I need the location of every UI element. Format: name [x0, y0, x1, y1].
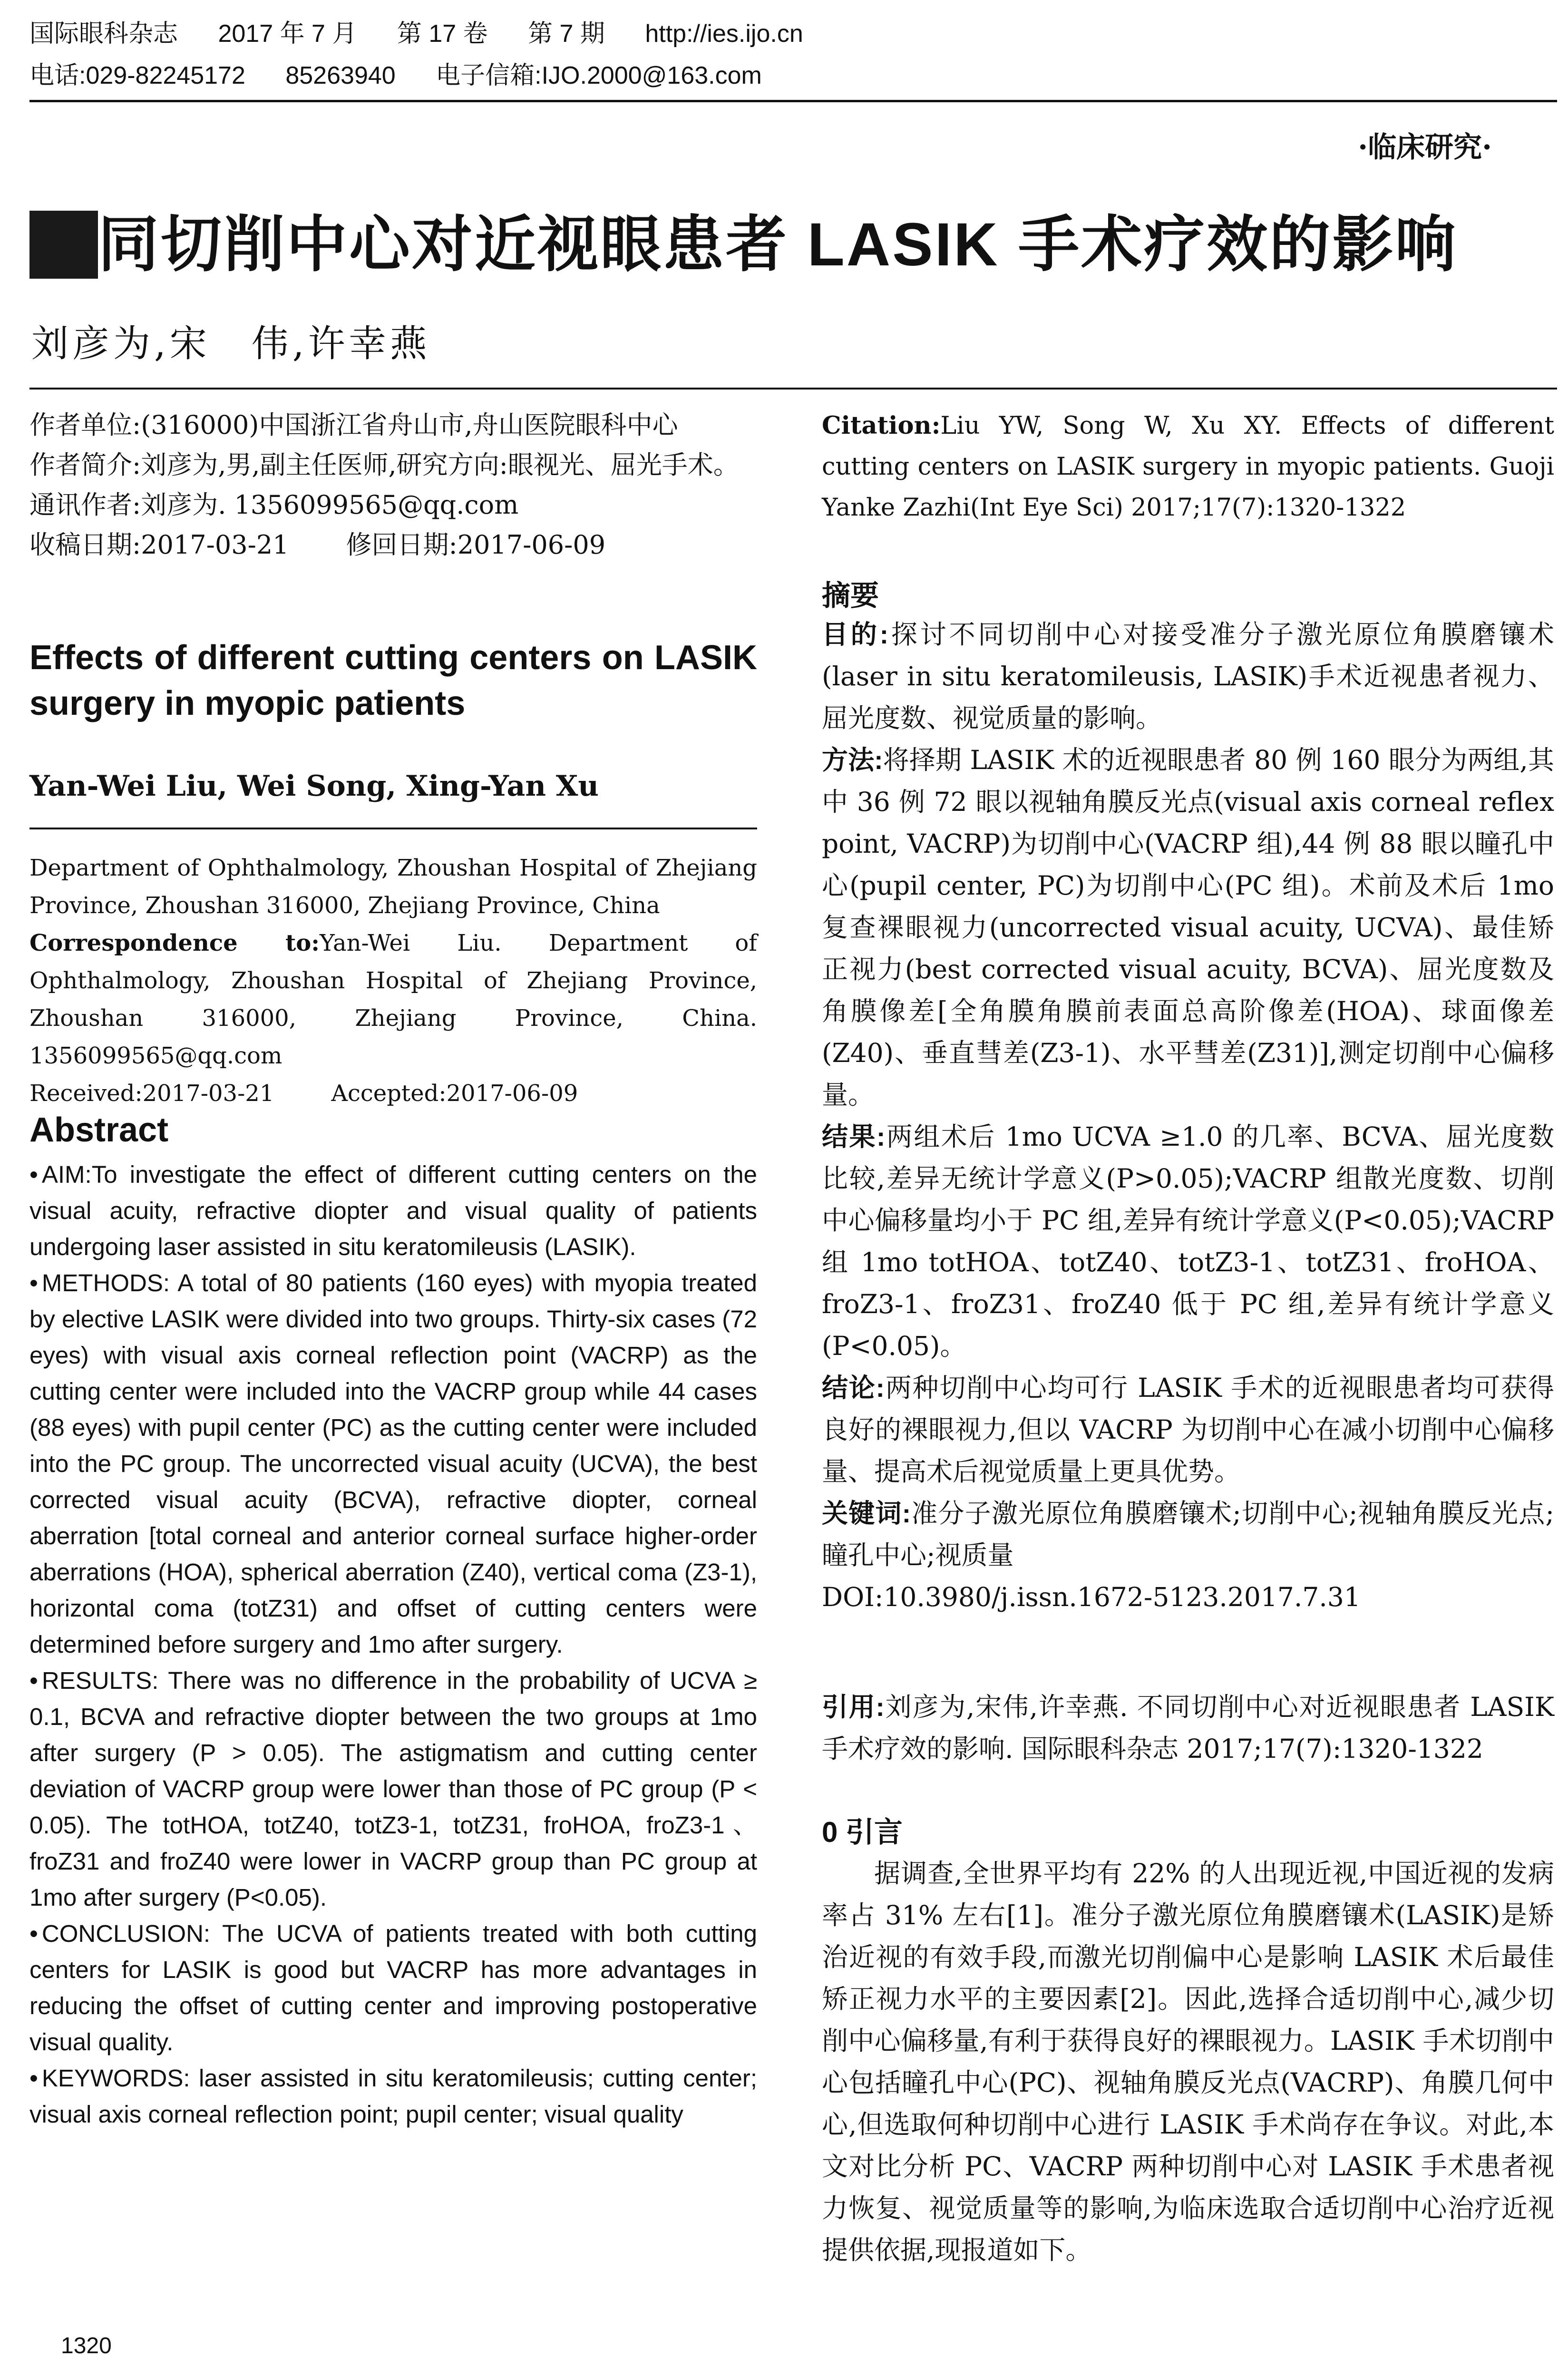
email[interactable]: 电子信箱:IJO.2000@163.com: [436, 62, 762, 89]
cn-methods-text: 将择期 LASIK 术的近视眼患者 80 例 160 眼分为两组,其中 36 例 72 眼以视轴角膜反光点(visual axis corneal reflex point, VACRP)为切削中心(VACRP 组),44 例 88 眼以瞳孔中心(pupil center, PC)为切削中心(PC 组)。术前及术后 1mo 复查裸眼视力(uncorrected visual acuity, UCVA)、最佳矫正视力(best corrected visual acuity, BCVA)、屈光度数及角膜像差[全角膜角膜前表面总高阶像差(HOA)、球面像差(Z40)、垂直彗差(Z3-1)、水平彗差(Z31)],测定切削中心偏移量。: [822, 745, 1554, 1110]
corresponding-author: 通讯作者:刘彦为. 1356099565@qq.com: [29, 490, 519, 520]
journal-url[interactable]: http://ies.ijo.cn: [645, 20, 803, 48]
issue-date: 2017 年 7 月: [218, 20, 357, 48]
title-first-char: 不: [29, 211, 98, 279]
correspondence-label: Correspondence to:: [29, 930, 320, 956]
received-cn: 收稿日期:2017-03-21: [29, 530, 289, 560]
cn-aim-text: 探讨不同切削中心对接受准分子激光原位角膜磨镶术(laser in situ keratomileusis, LASIK)手术近视患者视力、屈光度数、视觉质量的影响。: [822, 619, 1554, 733]
cn-conclusion-text: 两种切削中心均可行 LASIK 手术的近视眼患者均可获得良好的裸眼视力,但以 VACRP 为切削中心在减小切削中心偏移量、提高术后视觉质量上更具优势。: [822, 1373, 1554, 1487]
section-tag: ·临床研究·: [1358, 131, 1492, 164]
department-block: [29, 849, 757, 1112]
volume: 第 17 卷: [397, 20, 488, 48]
english-title: Effects of different cutting centers on LASIK surgery in myopic patients: [29, 639, 757, 722]
abstract-heading: Abstract: [29, 1111, 169, 1149]
cn-keywords-label: 关键词:: [822, 1499, 911, 1528]
citation-cn: [822, 1686, 1554, 1770]
cn-aim: [822, 614, 1554, 739]
dates-cn: [29, 525, 757, 565]
received-en: Received:2017-03-21: [29, 1080, 274, 1107]
cn-citation-label: 引用:: [822, 1692, 885, 1722]
cn-keywords: [822, 1492, 1554, 1576]
cn-keywords-text: 准分子激光原位角膜磨镶术;切削中心;视轴角膜反光点;瞳孔中心;视质量: [822, 1498, 1555, 1570]
abstract-aim: • AIM:To investigate the effect of different cutting centers on the visual acuity, refractive diopter and visual quality of patients undergoing laser assisted in situ keratomileusis (LASIK).: [29, 1157, 757, 1265]
correspondence: [29, 925, 757, 1075]
abstract-results: • RESULTS: There was no difference in the probability of UCVA ≥ 0.1, BCVA and refractive diopter between the two groups at 1mo after surgery (P > 0.05). The astigmatism and cutting center deviation of VACRP group were lower than those of PC group (P < 0.05). The totHOA, totZ40, totZ3-1, totZ31, froHOA, froZ3-1、froZ31 and froZ40 were lower in VACRP group than PC group at 1mo after surgery (P<0.05).: [29, 1663, 757, 1916]
title-rest: 同切削中心对近视眼患者 LASIK 手术疗效的影响: [98, 211, 1458, 279]
title-rule: [29, 388, 1557, 390]
department: Department of Ophthalmology, Zhoushan Hospital of Zhejiang Province, Zhoushan 316000, Zhejiang Province, China: [29, 855, 757, 919]
dates-en: [29, 1075, 757, 1112]
issue-number: 第 7 期: [528, 20, 605, 48]
header-rule: [29, 100, 1557, 102]
affiliation: 作者单位:(316000)中国浙江省舟山市,舟山医院眼科中心: [29, 410, 678, 440]
article-title: [29, 209, 1458, 281]
author-info: [29, 405, 757, 565]
cn-results: [822, 1116, 1554, 1367]
abstract-conclusion: • CONCLUSION: The UCVA of patients treated with both cutting centers for LASIK is good but VACRP has more advantages in reducing the offset of cutting center and improving postoperative visual quality.: [29, 1916, 757, 2060]
citation-en: [822, 405, 1554, 528]
abstract-keywords: • KEYWORDS: laser assisted in situ keratomileusis; cutting center; visual axis corneal reflection point; pupil center; visual quality: [29, 2060, 757, 2133]
introduction: [822, 1852, 1554, 2271]
english-abstract: [29, 1157, 757, 2133]
cn-abstract-heading: 摘要: [822, 580, 879, 612]
cn-results-text: 两组术后 1mo UCVA ≥1.0 的几率、BCVA、屈光度数比较,差异无统计学意义(P>0.05);VACRP 组散光度数、切削中心偏移量均小于 PC 组,差异有统计学意义(P<0.05);VACRP 组 1mo totHOA、totZ40、totZ3-1、totZ31、froHOA、froZ3-1、froZ31、froZ40 低于 PC 组,差异有统计学意义(P<0.05)。: [822, 1121, 1554, 1361]
cn-conclusion-label: 结论:: [822, 1373, 885, 1403]
accepted-en: Accepted:2017-06-09: [331, 1080, 578, 1107]
author-bio: 作者简介:刘彦为,男,副主任医师,研究方向:眼视光、屈光手术。: [29, 450, 739, 480]
cn-methods-label: 方法:: [822, 745, 883, 775]
cn-citation-text: 刘彦为,宋伟,许幸燕. 不同切削中心对近视眼患者 LASIK 手术疗效的影响. 国际眼科杂志 2017;17(7):1320-1322: [822, 1692, 1554, 1764]
intro-paragraph: 据调查,全世界平均有 22% 的人出现近视,中国近视的发病率占 31% 左右[1]。准分子激光原位角膜磨镶术(LASIK)是矫治近视的有效手段,而激光切削偏中心是影响 LASIK 术后最佳矫正视力水平的主要因素[2]。因此,选择合适切削中心,减少切削中心偏移量,有利于获得良好的裸眼视力。LASIK 手术切削中心包括瞳孔中心(PC)、视轴角膜反光点(VACRP)、角膜几何中心,但选取何种切削中心进行 LASIK 手术尚存在争议。对此,本文对比分析 PC、VACRP 两种切削中心对 LASIK 手术患者视力恢复、视觉质量等的影响,为临床选取合适切削中心治疗近视提供依据,现报道如下。: [822, 1858, 1554, 2265]
citation-label: Citation:: [822, 411, 941, 440]
chinese-abstract: [822, 614, 1554, 1618]
authors-cn: 刘彦为,宋 伟,许幸燕: [31, 322, 431, 365]
fax: 85263940: [285, 62, 396, 89]
cn-results-label: 结果:: [822, 1122, 886, 1151]
citation-text: Liu YW, Song W, Xu XY. Effects of different cutting centers on LASIK surgery in myopic patients. Guoji Yanke Zazhi(Int Eye Sci) 2017;17(7):1320-1322: [822, 412, 1554, 522]
english-authors: Yan-Wei Liu, Wei Song, Xing-Yan Xu: [29, 770, 599, 803]
journal-name: 国际眼科杂志: [29, 20, 178, 48]
running-header-line1: [29, 19, 837, 49]
doi[interactable]: DOI:10.3980/j.issn.1672-5123.2017.7.31: [822, 1582, 1361, 1612]
revised-cn: 修回日期:2017-06-09: [346, 530, 606, 560]
authors-rule: [29, 828, 757, 829]
cn-conclusion: [822, 1367, 1554, 1492]
page-number: 1320: [61, 2333, 112, 2358]
cn-methods: [822, 739, 1554, 1116]
abstract-methods: • METHODS: A total of 80 patients (160 eyes) with myopia treated by elective LASIK were divided into two groups. Thirty-six cases (72 eyes) with visual axis corneal reflection point (VACRP) as the cutting center were included into the VACRP group while 44 cases (88 eyes) with pupil center (PC) as the cutting center were included into the PC group. The uncorrected visual acuity (UCVA), the best corrected visual acuity (BCVA), refractive diopter, corneal aberration [total corneal and anterior corneal surface higher-order aberrations (HOA), spherical aberration (Z40), vertical coma (Z3-1), horizontal coma (totZ31) and offset of cutting centers were determined before surgery and 1mo after surgery.: [29, 1265, 757, 1663]
running-header-line2: [29, 61, 795, 90]
cn-aim-label: 目的:: [822, 620, 889, 649]
intro-heading: 0 引言: [822, 1816, 903, 1848]
correspondence-text: Yan-Wei Liu. Department of Ophthalmology, Zhoushan Hospital of Zhejiang Province, Zhoushan 316000, Zhejiang Province, China. 1356099565@qq.com: [29, 930, 758, 1069]
phone: 电话:029-82245172: [29, 62, 245, 89]
